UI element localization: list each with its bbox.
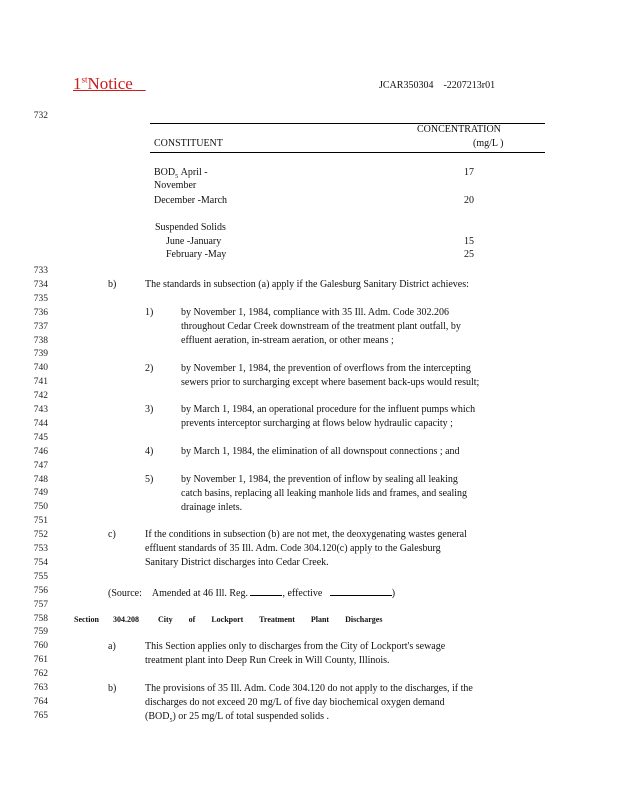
line-number: 743 [33, 405, 48, 415]
bod-value-1: 17 [464, 167, 474, 178]
source-note [108, 586, 395, 600]
line-number: 734 [33, 279, 48, 290]
item-1-line-3: effluent aeration, in-stream aeration, or other means ; [181, 335, 394, 346]
line-number: 763 [33, 683, 48, 693]
b2-rest: ) or 25 mg/L of total suspended solids . [172, 711, 330, 722]
item-1-line-1: by November 1, 1984, compliance with 35 Ill. Adm. Code 302.206 [181, 307, 450, 318]
line-number: 740 [33, 363, 48, 374]
subsection-a2-line-1: This Section applies only to discharges from the City of Lockport's sewage [145, 641, 446, 652]
concentration-units: (mg/L ) [473, 138, 504, 149]
section-number: 304.208 [113, 615, 139, 624]
notice-superscript: st [81, 74, 88, 85]
item-5-line-3: drainage inlets. [181, 502, 243, 513]
effective-date-blank [330, 586, 392, 596]
suspended-solids-label: Suspended Solids [155, 222, 226, 233]
ss-february: February -May [166, 249, 227, 260]
subsection-c-line-3: Sanitary District discharges into Cedar Creek. [145, 557, 329, 568]
item-2-number: 2) [145, 363, 154, 374]
bod-subscript: 5 [175, 174, 179, 180]
item-3-number: 3) [145, 404, 154, 415]
line-number: 741 [33, 377, 48, 388]
line-number: 754 [33, 557, 48, 568]
item-1-number: 1) [145, 307, 154, 318]
line-number: 745 [33, 432, 48, 443]
line-number: 735 [33, 293, 48, 304]
line-number: 762 [33, 669, 48, 680]
line-number: 732 [33, 111, 48, 121]
subsection-b-text: The standards in subsection (a) apply if the Galesburg Sanitary District achieves: [145, 279, 469, 290]
line-number: 738 [33, 335, 48, 346]
line-number: 765 [33, 710, 48, 721]
line-number: 742 [33, 391, 48, 402]
bod-december: December -March [154, 195, 228, 206]
bod-label: BOD [154, 167, 176, 178]
concentration-header: CONCENTRATION [417, 124, 501, 135]
line-number: 760 [33, 641, 48, 652]
register-blank [250, 586, 282, 596]
ss-june: June -January [166, 236, 222, 247]
subsection-a2-label: a) [108, 641, 116, 652]
first-notice-heading [73, 74, 146, 94]
subsection-b2-line-2: discharges do not exceed 20 mg/L of five day biochemical oxygen demand [145, 697, 445, 708]
line-number: 746 [33, 446, 48, 457]
b2-bod: (BOD [145, 711, 170, 722]
line-number: 750 [33, 502, 48, 513]
line-number: 761 [33, 655, 48, 666]
item-5-line-1: by November 1, 1984, the prevention of inflow by sealing all leaking [181, 474, 458, 485]
source-close: ) [391, 588, 396, 599]
jcar-revision: -2207213r01 [443, 80, 496, 91]
subsection-b2-line-3 [145, 711, 329, 727]
ss-value-1: 15 [464, 236, 474, 247]
subsection-b2-line-1: The provisions of 35 Ill. Adm. Code 304.120 do not apply to the discharges, if the [145, 683, 473, 694]
jcar-identifier [379, 80, 495, 91]
subsection-a2-line-2: treatment plant into Deep Run Creek in Will County, Illinois. [145, 655, 390, 666]
line-number: 744 [33, 418, 48, 429]
bod-november: November [154, 180, 197, 191]
source-open: (Source: [108, 588, 142, 599]
subsection-c-line-1: If the conditions in subsection (b) are not met, the deoxygenating wastes general [145, 529, 467, 540]
jcar-id: JCAR350304 [379, 80, 434, 91]
item-3-line-2: prevents interceptor surcharging at flows below hydraulic capacity ; [181, 418, 453, 429]
line-number: 748 [33, 474, 48, 485]
source-effective: , effective [282, 588, 323, 599]
bod-april: April - [180, 167, 208, 178]
item-3-line-1: by March 1, 1984, an operational procedure for the influent pumps which [181, 404, 476, 415]
subsection-b2-label: b) [108, 683, 117, 694]
item-2-line-1: by November 1, 1984, the prevention of overflows from the intercepting [181, 363, 471, 374]
line-number: 758 [33, 613, 48, 624]
line-number: 739 [33, 349, 48, 360]
item-5-line-2: catch basins, replacing all leaking manhole lids and frames, and sealing [181, 488, 468, 499]
line-number: 737 [33, 321, 48, 332]
line-number: 751 [33, 516, 48, 527]
section-word: Section [74, 615, 99, 624]
line-number: 753 [33, 544, 48, 554]
item-5-number: 5) [145, 474, 154, 485]
subsection-c-label: c) [108, 529, 116, 540]
line-number: 752 [33, 530, 48, 541]
constituent-header: CONSTITUENT [154, 138, 223, 149]
line-number: 736 [33, 307, 48, 318]
subsection-c-line-2: effluent standards of 35 Ill. Adm. Code 304.120(c) apply to the Galesburg [145, 543, 441, 554]
item-4-line-1: by March 1, 1984, the elimination of all downspout connections ; and [181, 446, 460, 457]
bod-value-2: 20 [464, 195, 474, 206]
notice-number: 1 [73, 74, 82, 93]
line-number: 747 [33, 460, 48, 471]
line-number: 749 [33, 488, 48, 499]
item-4-number: 4) [145, 446, 154, 457]
section-title: City of Lockport Treatment Plant Discharges [158, 615, 383, 624]
line-number: 733 [33, 266, 48, 276]
item-1-line-2: throughout Cedar Creek downstream of the treatment plant outfall, by [181, 321, 461, 332]
subsection-b-label: b) [108, 279, 117, 290]
line-number: 757 [33, 599, 48, 610]
ss-value-2: 25 [464, 249, 474, 260]
line-number: 756 [33, 585, 48, 596]
b2-bod-subscript: 5 [169, 718, 173, 724]
line-number: 759 [33, 627, 48, 638]
table-header-rule [150, 152, 545, 153]
line-number: 755 [33, 571, 48, 582]
item-2-line-2: sewers prior to surcharging except where basement back-ups would result; [181, 377, 480, 388]
source-amended: Amended at 46 Ill. Reg. [151, 588, 248, 599]
line-number: 764 [33, 696, 48, 707]
notice-word: Notice [87, 74, 133, 93]
